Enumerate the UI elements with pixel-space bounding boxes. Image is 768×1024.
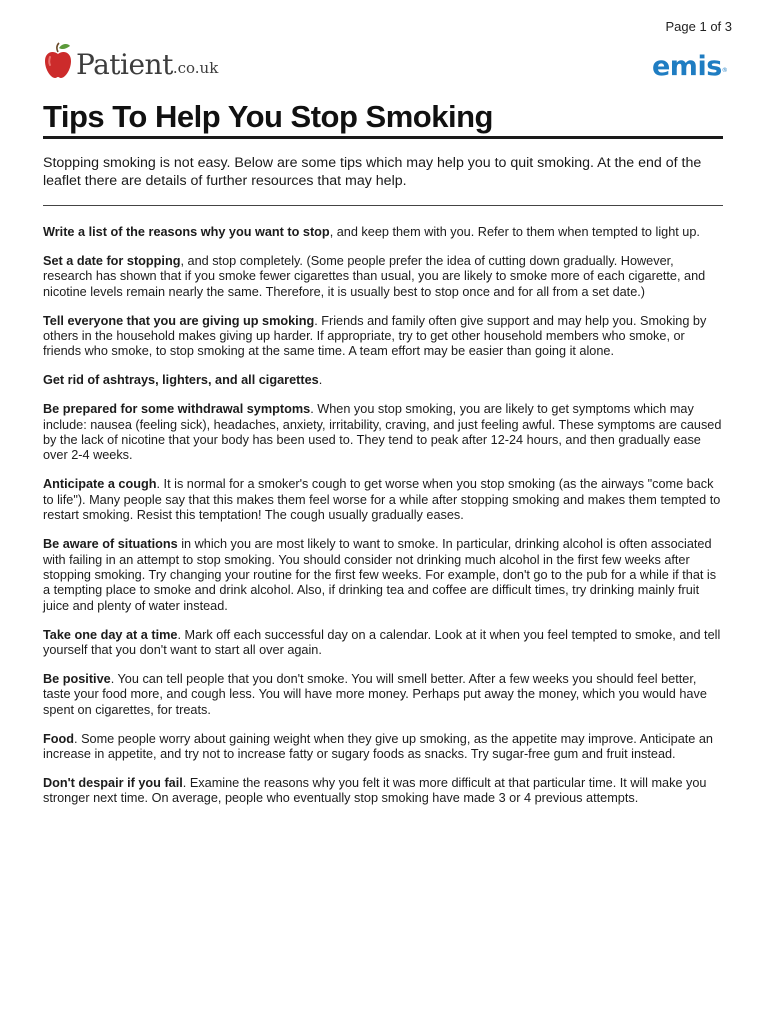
apple-icon	[43, 42, 73, 80]
tip-heading: Write a list of the reasons why you want to stop	[43, 225, 330, 239]
tip-heading: Be prepared for some withdrawal symptoms	[43, 402, 311, 417]
tip-get-rid	[43, 373, 726, 388]
tip-dont-despair	[43, 776, 726, 807]
tip-text: . You can tell people that you don't smoke. You will smell better. After a few weeks you should feel better, taste your food more, and cough less. You will have more money. Perhaps put away the money, which you would have spent on cigarettes, for treats.	[43, 671, 707, 717]
tip-set-date	[43, 254, 726, 300]
tip-text: . Mark off each successful day on a calendar. Look at it when you feel tempted to smoke, and tell yourself that you don't want to start all over again.	[43, 627, 721, 658]
tip-heading: Be aware of situations	[43, 537, 178, 552]
tip-cough	[43, 477, 726, 523]
tip-one-day	[43, 628, 726, 659]
emis-registered-mark: ®	[721, 67, 728, 74]
tip-situations	[43, 537, 726, 614]
intro-paragraph: Stopping smoking is not easy. Below are some tips which may help you to quit smoking. At the end of the leaflet there are details of further resources that may help.	[43, 155, 702, 189]
tip-positive	[43, 672, 726, 718]
page-title: Tips To Help You Stop Smoking	[43, 98, 723, 139]
tip-text: , and stop completely. (Some people prefer the idea of cutting down gradually. However, research has shown that if you smoke fewer cigarettes than usual, you are likely to smoke more of each cigarette, and nicotine levels remain nearly the same. Therefore, it is usually best to stop once and for all from a set date.)	[43, 253, 706, 299]
patient-logo-word: Patient	[76, 48, 173, 81]
tip-text: . It is normal for a smoker's cough to get worse when you stop smoking (as the airways "come back to life"). Many people say that this makes them feel worse for a while after stopping smoking and makes them tempted to restart smoking. Resist this temptation! The cough usually gradually eases.	[43, 477, 721, 523]
emis-logo[interactable]	[652, 50, 727, 84]
tip-text: , and keep them with you. Refer to them when tempted to light up.	[329, 225, 700, 239]
tip-text: . Some people worry about gaining weight when they give up smoking, as the appetite may improve. Anticipate an increase in appetite, and try not to increase fatty or sugary foods as snacks. Try sugar-free gum and fruit instead.	[43, 731, 713, 762]
tips-list	[43, 225, 726, 820]
tip-withdrawal	[43, 402, 726, 464]
tip-heading: Tell everyone that you are giving up smoking	[43, 313, 315, 328]
page-number: Page 1 of 3	[665, 19, 732, 34]
tip-text: . Examine the reasons why you felt it was more difficult at that particular time. It will make you stronger next time. On average, people who eventually stop smoking have made 3 or 4 previous attempts.	[43, 775, 707, 806]
emis-logo-word: emis	[652, 51, 722, 82]
tip-text: . When you stop smoking, you are likely to get symptoms which may include: nausea (feeling sick), headaches, anxiety, irritability, craving, and just feeling awful. These symptoms are caused by the lack of nicotine that your body has been used to. They tend to peak after 12-24 hours, and then gradually ease over 2-4 weeks.	[43, 402, 722, 463]
tip-heading: Set a date for stopping	[43, 253, 181, 268]
tip-heading: Be positive	[43, 671, 111, 686]
tip-heading: Take one day at a time	[43, 627, 178, 642]
tip-heading: Don't despair if you fail	[43, 775, 183, 790]
tip-write-list	[43, 225, 726, 240]
tip-heading: Anticipate a cough	[43, 477, 157, 492]
tip-food	[43, 732, 726, 763]
patient-logo-suffix: .co.uk	[172, 59, 219, 77]
patient-logo[interactable]	[43, 42, 218, 80]
tip-heading: Food	[43, 731, 75, 746]
tip-text: .	[318, 373, 323, 388]
tip-heading: Get rid of ashtrays, lighters, and all cigarettes	[43, 373, 319, 388]
tip-tell-everyone	[43, 314, 726, 360]
section-divider	[43, 205, 723, 206]
tip-text: in which you are most likely to want to smoke. In particular, drinking alcohol is often associated with failing in an attempt to stop smoking. You should consider not drinking much alcohol in the first few weeks after stopping smoking. Try changing your routine for the first few weeks. For example, don't go to the pub for a while if that is a tempting place to smoke and drink alcohol. Also, if drinking tea and coffee are difficult times, try drinking mainly fruit juice and plenty of water instead.	[43, 537, 717, 613]
tip-text: . Friends and family often give support and may help you. Smoking by others in the household makes giving up harder. If appropriate, try to get other household members who smoke, or friends who smoke, to stop smoking at the same time. A team effort may be easier than going it alone.	[43, 313, 707, 359]
